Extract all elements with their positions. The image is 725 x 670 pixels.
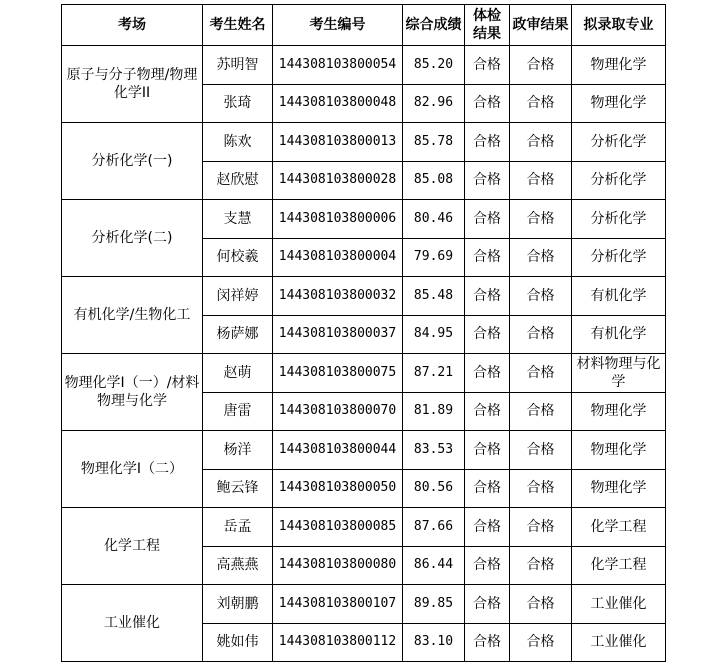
candidate-id: 144308103800107 bbox=[273, 585, 403, 624]
candidate-id: 144308103800048 bbox=[273, 84, 403, 123]
physical-result: 合格 bbox=[465, 431, 510, 470]
political-result: 合格 bbox=[510, 431, 572, 470]
political-result: 合格 bbox=[510, 238, 572, 277]
total-score: 80.46 bbox=[403, 200, 465, 239]
candidate-id: 144308103800075 bbox=[273, 354, 403, 393]
admitted-major: 化学工程 bbox=[572, 546, 666, 585]
candidate-id: 144308103800004 bbox=[273, 238, 403, 277]
physical-result: 合格 bbox=[465, 46, 510, 85]
table-row bbox=[62, 46, 666, 85]
total-score: 83.53 bbox=[403, 431, 465, 470]
admitted-major: 材料物理与化学 bbox=[572, 354, 666, 393]
admitted-major: 分析化学 bbox=[572, 123, 666, 162]
admitted-major: 分析化学 bbox=[572, 161, 666, 200]
header-political: 政审结果 bbox=[510, 5, 572, 46]
exam-room: 物理化学I（二） bbox=[62, 431, 203, 508]
table-row bbox=[62, 585, 666, 624]
header-major: 拟录取专业 bbox=[572, 5, 666, 46]
candidate-name: 姚如伟 bbox=[203, 623, 273, 662]
candidate-id: 144308103800050 bbox=[273, 469, 403, 508]
physical-result: 合格 bbox=[465, 315, 510, 354]
candidate-name: 赵萌 bbox=[203, 354, 273, 393]
total-score: 80.56 bbox=[403, 469, 465, 508]
candidate-name: 陈欢 bbox=[203, 123, 273, 162]
political-result: 合格 bbox=[510, 315, 572, 354]
physical-result: 合格 bbox=[465, 277, 510, 316]
physical-result: 合格 bbox=[465, 585, 510, 624]
total-score: 82.96 bbox=[403, 84, 465, 123]
candidate-name: 张琦 bbox=[203, 84, 273, 123]
admitted-major: 工业催化 bbox=[572, 585, 666, 624]
candidate-id: 144308103800032 bbox=[273, 277, 403, 316]
exam-room: 分析化学(一) bbox=[62, 123, 203, 200]
admitted-major: 化学工程 bbox=[572, 508, 666, 547]
political-result: 合格 bbox=[510, 123, 572, 162]
physical-result: 合格 bbox=[465, 508, 510, 547]
header-row bbox=[62, 5, 666, 46]
total-score: 85.08 bbox=[403, 161, 465, 200]
physical-result: 合格 bbox=[465, 161, 510, 200]
candidate-name: 何校羲 bbox=[203, 238, 273, 277]
physical-result: 合格 bbox=[465, 84, 510, 123]
physical-result: 合格 bbox=[465, 200, 510, 239]
physical-result: 合格 bbox=[465, 354, 510, 393]
physical-result: 合格 bbox=[465, 623, 510, 662]
candidate-name: 杨萨娜 bbox=[203, 315, 273, 354]
admission-table bbox=[61, 4, 666, 662]
header-physical: 体检结果 bbox=[465, 5, 510, 46]
candidate-id: 144308103800054 bbox=[273, 46, 403, 85]
admitted-major: 物理化学 bbox=[572, 431, 666, 470]
physical-result: 合格 bbox=[465, 238, 510, 277]
table-row bbox=[62, 431, 666, 470]
candidate-name: 鲍云锋 bbox=[203, 469, 273, 508]
exam-room: 原子与分子物理/物理化学II bbox=[62, 46, 203, 123]
admitted-major: 有机化学 bbox=[572, 315, 666, 354]
total-score: 85.78 bbox=[403, 123, 465, 162]
candidate-id: 144308103800112 bbox=[273, 623, 403, 662]
admitted-major: 物理化学 bbox=[572, 46, 666, 85]
table-body bbox=[62, 46, 666, 662]
candidate-name: 赵欣慰 bbox=[203, 161, 273, 200]
total-score: 89.85 bbox=[403, 585, 465, 624]
total-score: 84.95 bbox=[403, 315, 465, 354]
exam-room: 有机化学/生物化工 bbox=[62, 277, 203, 354]
candidate-id: 144308103800028 bbox=[273, 161, 403, 200]
candidate-name: 刘朝鹏 bbox=[203, 585, 273, 624]
political-result: 合格 bbox=[510, 277, 572, 316]
total-score: 81.89 bbox=[403, 392, 465, 431]
political-result: 合格 bbox=[510, 354, 572, 393]
admitted-major: 分析化学 bbox=[572, 238, 666, 277]
candidate-name: 闵祥婷 bbox=[203, 277, 273, 316]
candidate-id: 144308103800037 bbox=[273, 315, 403, 354]
candidate-name: 苏明智 bbox=[203, 46, 273, 85]
candidate-id: 144308103800080 bbox=[273, 546, 403, 585]
political-result: 合格 bbox=[510, 200, 572, 239]
physical-result: 合格 bbox=[465, 546, 510, 585]
admitted-major: 有机化学 bbox=[572, 277, 666, 316]
total-score: 85.20 bbox=[403, 46, 465, 85]
candidate-id: 144308103800006 bbox=[273, 200, 403, 239]
political-result: 合格 bbox=[510, 392, 572, 431]
total-score: 79.69 bbox=[403, 238, 465, 277]
candidate-name: 支慧 bbox=[203, 200, 273, 239]
candidate-name: 杨洋 bbox=[203, 431, 273, 470]
political-result: 合格 bbox=[510, 46, 572, 85]
candidate-name: 岳孟 bbox=[203, 508, 273, 547]
header-score: 综合成绩 bbox=[403, 5, 465, 46]
table-row bbox=[62, 123, 666, 162]
table-row bbox=[62, 200, 666, 239]
candidate-id: 144308103800085 bbox=[273, 508, 403, 547]
political-result: 合格 bbox=[510, 469, 572, 508]
admitted-major: 工业催化 bbox=[572, 623, 666, 662]
political-result: 合格 bbox=[510, 585, 572, 624]
table-row bbox=[62, 508, 666, 547]
physical-result: 合格 bbox=[465, 123, 510, 162]
table-row bbox=[62, 354, 666, 393]
admitted-major: 分析化学 bbox=[572, 200, 666, 239]
total-score: 87.66 bbox=[403, 508, 465, 547]
candidate-id: 144308103800044 bbox=[273, 431, 403, 470]
physical-result: 合格 bbox=[465, 469, 510, 508]
exam-room: 化学工程 bbox=[62, 508, 203, 585]
political-result: 合格 bbox=[510, 508, 572, 547]
candidate-id: 144308103800070 bbox=[273, 392, 403, 431]
candidate-name: 唐雷 bbox=[203, 392, 273, 431]
total-score: 86.44 bbox=[403, 546, 465, 585]
exam-room: 分析化学(二) bbox=[62, 200, 203, 277]
header-name: 考生姓名 bbox=[203, 5, 273, 46]
political-result: 合格 bbox=[510, 546, 572, 585]
admitted-major: 物理化学 bbox=[572, 84, 666, 123]
admitted-major: 物理化学 bbox=[572, 469, 666, 508]
physical-result: 合格 bbox=[465, 392, 510, 431]
political-result: 合格 bbox=[510, 623, 572, 662]
header-id: 考生编号 bbox=[273, 5, 403, 46]
header-exam: 考场 bbox=[62, 5, 203, 46]
table-row bbox=[62, 277, 666, 316]
candidate-id: 144308103800013 bbox=[273, 123, 403, 162]
total-score: 83.10 bbox=[403, 623, 465, 662]
exam-room: 物理化学I（一）/材料物理与化学 bbox=[62, 354, 203, 431]
total-score: 87.21 bbox=[403, 354, 465, 393]
candidate-name: 高燕燕 bbox=[203, 546, 273, 585]
political-result: 合格 bbox=[510, 161, 572, 200]
total-score: 85.48 bbox=[403, 277, 465, 316]
exam-room: 工业催化 bbox=[62, 585, 203, 662]
political-result: 合格 bbox=[510, 84, 572, 123]
admitted-major: 物理化学 bbox=[572, 392, 666, 431]
